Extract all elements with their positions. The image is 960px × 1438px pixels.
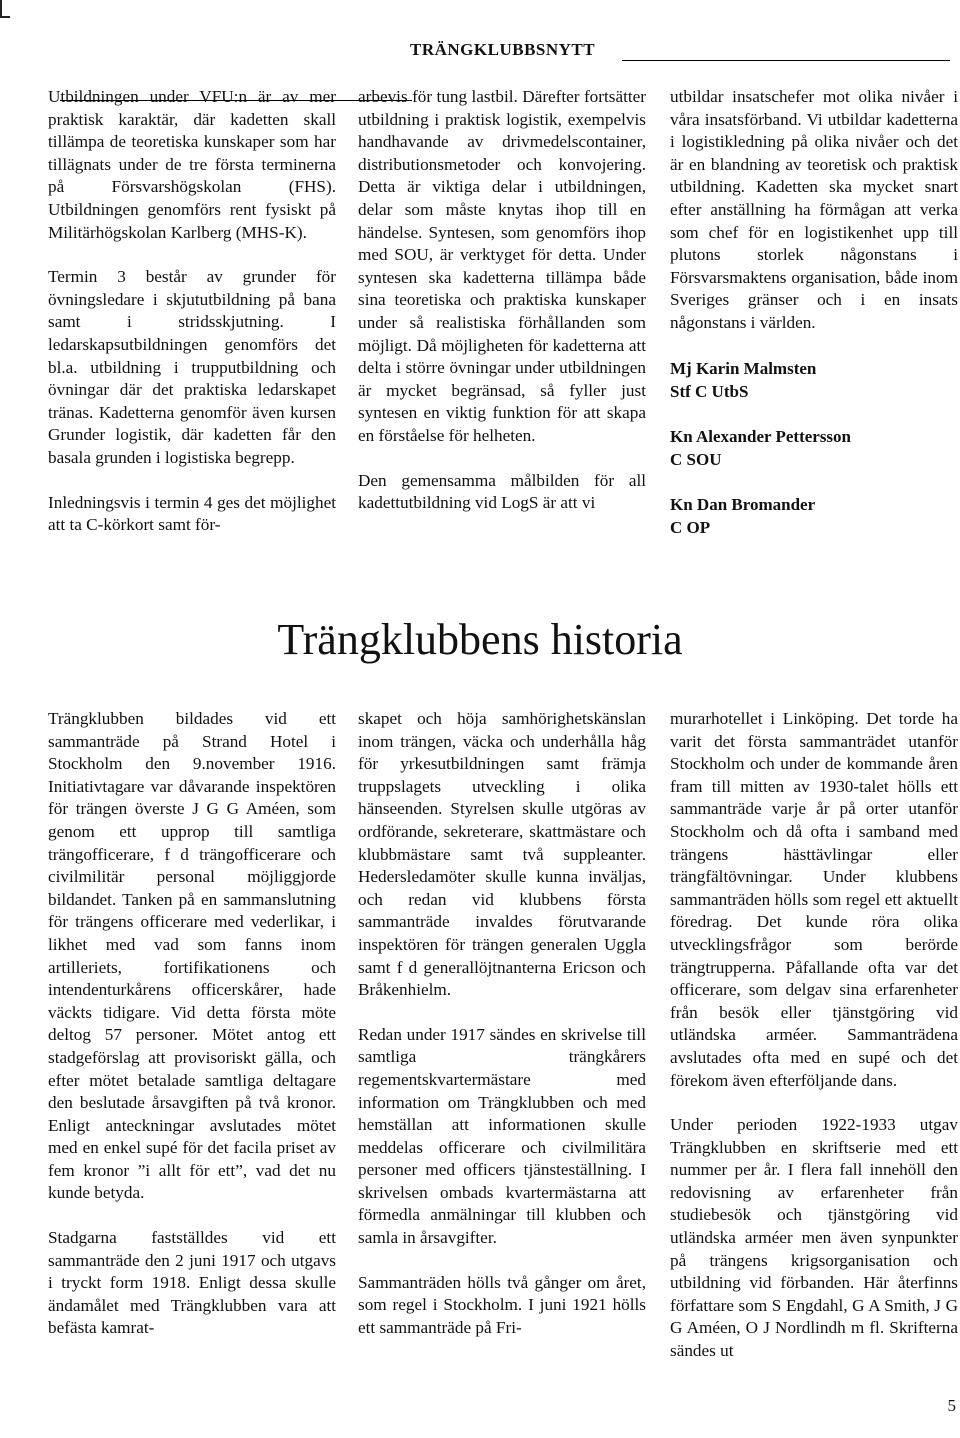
header-rule-right [622,60,950,61]
article-column-1 [48,86,336,559]
paragraph: Under perioden 1922-1933 utgav Trängklubben en skriftserie med ett nummer per år. I flera fall innehöll den redovisning av erfarenheter från studiebesök och tjänstgöring vid utländska arméer men även synpunkter på trängens krigsorganisation och utbildning vid förbanden. Här återfinns författare som S Engdahl, G A Smith, J G G Améen, O J Nordlindh m fl. Skrifterna sändes ut [670,1115,958,1361]
paragraph: Trängklubben bildades vid ett sammanträde på Strand Hotel i Stockholm den 9.november 1916. Initiativtagare var dåvarande inspektören för trängen överste J G G Améen, som genom ett upprop till samtliga trängofficerare, f d trängofficerare och civilmilitär personal möjliggjorde bildandet. Tanken på en sammanslutning för trängens officerare med vederlikar, i likhet med vad som fanns inom artilleriets, fortifikationens och intendenturkårens officerskårer, hade väckts tidigare. Vid detta första möte deltog 57 personer. Mötet antog ett stadgeförslag att provisoriskt gälla, och efter mötet betalade samtliga deltagare den beslutade årsavgiften på två kronor. Enligt anteckningar avslutades mötet med en enkel supé för det facila priset av fem kronor ”i allt för ett”, vad det nu kunde betyda. [48,709,336,1203]
signature-title: C SOU [670,449,722,469]
paragraph: Utbildningen under VFU:n är av mer praktisk karaktär, där kadetten skall tillämpa de teoretiska kunskaper som har tillägnats under de tre första terminerna på Försvarshögskolan (FHS). Utbildningen genomförs rent fysiskt på Militärhögskolan Karlberg (MHS-K). [48,87,336,242]
signature-block [670,357,958,403]
signature-name: Kn Dan Bromander [670,494,816,514]
paragraph: utbildar insatschefer mot olika nivåer i våra insatsförband. Vi utbildar kadetterna i logistikledning på olika nivåer och det är en blandning av teoretisk och praktisk utbildning. Kadetten ska mycket snart efter anställning ha förmågan att verka som chef för en logistikenhet upp till plutons storlek någonstans i Försvarsmaktens organisation, både inom Sveriges gränser och i en insats någonstans i världen. [670,87,958,332]
history-column-3 [670,708,958,1385]
history-column-2 [358,708,646,1361]
paragraph: arbevis för tung lastbil. Därefter fortsätter utbildning i praktisk logistik, exempelvis handhavande av drivmedelscontainer, distributionsmetoder och konvojering. Detta är viktiga delar i utbildningen, delar som måste knytas ihop till en händelse. Syntesen, som genomförs ihop med SOU, är verktyget för detta. Under syntesen ska kadetterna tillämpa både sina teoretiska och praktiska kunskaper under så realistiska förhållanden som möjligt. Då möjligheten för kadetterna att delta i större övningar under utbildningen är mycket begränsad, så fyller just syntesen en viktig funktion för att skapa en förståelse för helheten. [358,87,646,445]
article-column-2 [358,86,646,537]
paragraph: Sammanträden hölls två gånger om året, som regel i Stockholm. I juni 1921 hölls ett sammanträde på Fri- [358,1272,646,1337]
signature-block [670,425,958,471]
signature-name: Mj Karin Malmsten [670,358,817,378]
paragraph: Inledningsvis i termin 4 ges det möjlighet att ta C-körkort samt för- [48,492,336,535]
article-column-3 [670,86,958,561]
paragraph: Stadgarna fastställdes vid ett sammanträde den 2 juni 1917 och utgavs i tryckt form 1918. Enligt dessa skulle ändamålet med Trängklubben vara att befästa kamrat- [48,1228,336,1338]
section-heading: Trängklubbens historia [277,615,683,664]
signature-title: C OP [670,517,711,537]
header-title: TRÄNGKLUBBSNYTT [410,40,596,59]
paragraph: Termin 3 består av grunder för övningsledare i skjututbildning på bana samt i stridsskjutning. I ledarskapsutbildningen genomförs det bl.a. utbildning i trupputbildning och övningar där det praktiska ledarskapet tränas. Kadetterna genomför även kursen Grunder logistik, där kadetten får den basala grunden i logistiska begrepp. [48,267,336,467]
signature-name: Kn Alexander Pettersson [670,426,852,446]
paragraph: Den gemensamma målbilden för all kadettutbildning vid LogS är att vi [358,470,646,513]
paragraph: skapet och höja samhörighetskänslan inom trängen, väcka och underhålla håg för yrkesutbildningen samt främja truppslagets utveckling i olika hänseenden. Styrelsen skulle utgöras av ordförande, sekreterare, skattmästare och klubbmästare samt två suppleanter. Hedersledamöter skulle kunna inväljas, och redan vid klubbens första sammanträde invaldes förutvarande inspektören för trängen generalen Uggla samt f d generallöjtnanterna Ericson och Bråkenhielm. [358,709,646,1000]
paragraph: murarhotellet i Linköping. Det torde ha varit det första sammanträdet utanför Stockholm och under de kommande åren fram till mitten av 1930-talet hölls ett sammanträde varje år på orter utanför Stockholm och då ofta i samband med trängens hästtävlingar eller trängfältövningar. Under klubbens sammanträden hölls som regel ett aktuellt föredrag. Det kunde röra olika utvecklingsfrågor som berörde trängtrupperna. Påfallande ofta var det officerare, som delgav sina erfarenheter från besök eller tjänstgöring vid utländska arméer. Sammanträdena avslutades ofta med en supé och det förekom även efterföljande dans. [670,709,958,1090]
history-column-1 [48,708,336,1362]
signature-block [670,493,958,539]
page-number: 5 [947,1396,956,1415]
signature-title: Stf C UtbS [670,381,749,401]
crop-mark [0,0,10,18]
paragraph: Redan under 1917 sändes en skrivelse till samtliga trängkårers regementskvartermästare med information om Trängklubben och med hemställan att informationen skulle meddelas officerare och civilmilitära personer med officers tjänsteställning. I skrivelsen ombads kvartermästarna att förmedla anmälningar till klubben och samla in årsavgifter. [358,1024,646,1248]
